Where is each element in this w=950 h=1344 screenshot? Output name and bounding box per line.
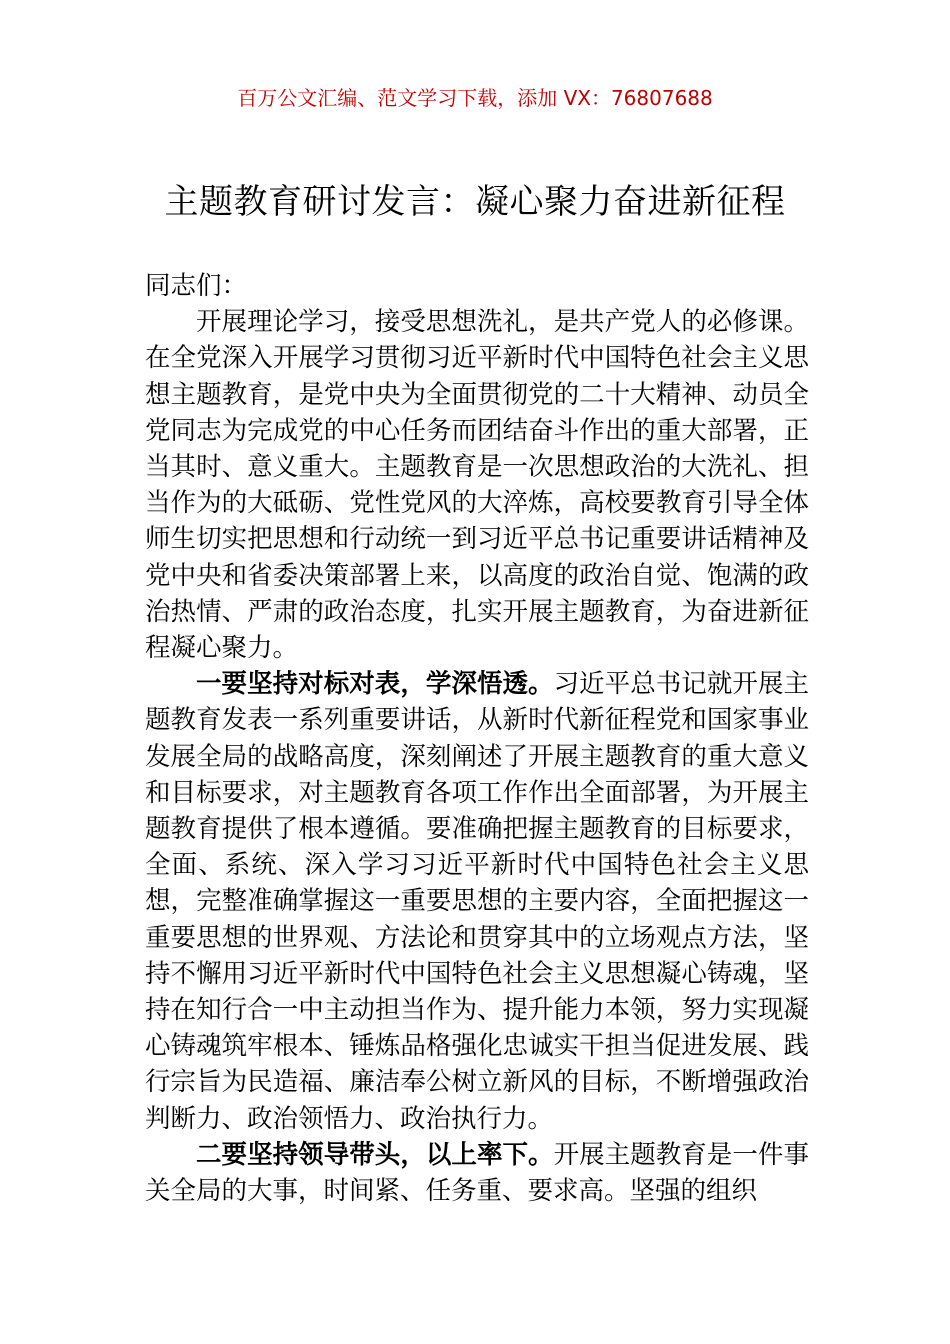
salutation: 同志们：: [145, 271, 248, 301]
paragraph-1: [145, 304, 809, 666]
paragraph-1-text: 开展理论学习，接受思想洗礼，是共产党人的必修课。在全党深入开展学习贯彻习近平新时代中国特色社会主义思想主题教育，是党中央为全面贯彻党的二十大精神、动员全党同志为完成党的中心任务而团结奋斗作出的重大部署，正当其时、意义重大。主题教育是一次思想政治的大洗礼、担当作为的大砥砺、党性党风的大淬炼，高校要教育引导全体师生切实把思想和行动统一到习近平总书记重要讲话精神及党中央和省委决策部署上来，以高度的政治自觉、饱满的政治热情、严肃的政治态度，扎实开展主题教育，为奋进新征程凝心聚力。: [145, 307, 809, 664]
paragraph-2-lead: 一要坚持对标对表，学深悟透。: [196, 669, 554, 700]
paragraph-2: [145, 666, 809, 1137]
paragraph-3-text: 开展主题教育是一件事关全局的大事，时间紧、任务重、要求高。坚强的组织: [145, 1139, 809, 1207]
document-body: [145, 268, 809, 1209]
paragraph-2-text: 习近平总书记就开展主题教育发表一系列重要讲话，从新时代新征程党和国家事业发展全局的战略高度，深刻阐述了开展主题教育的重大意义和目标要求，对主题教育各项工作作出全面部署，为开展主题教育提供了根本遵循。要准确把握主题教育的目标要求，全面、系统、深入学习习近平新时代中国特色社会主义思想，完整准确掌握这一重要思想的主要内容，全面把握这一重要思想的世界观、方法论和贯穿其中的立场观点方法，坚持不懈用习近平新时代中国特色社会主义思想凝心铸魂，坚持在知行合一中主动担当作为、提升能力本领，努力实现凝心铸魂筑牢根本、锤炼品格强化忠诚实干担当促进发展、践行宗旨为民造福、廉洁奉公树立新风的目标，不断增强政治判断力、政治领悟力、政治执行力。: [145, 669, 809, 1134]
header-note: 百万公文汇编、范文学习下载，添加 VX：76807688: [237, 86, 713, 110]
paragraph-3: [145, 1137, 809, 1209]
document-title: 主题教育研讨发言：凝心聚力奋进新征程: [164, 182, 786, 222]
paragraph-3-lead: 二要坚持领导带头，以上率下。: [196, 1139, 554, 1170]
